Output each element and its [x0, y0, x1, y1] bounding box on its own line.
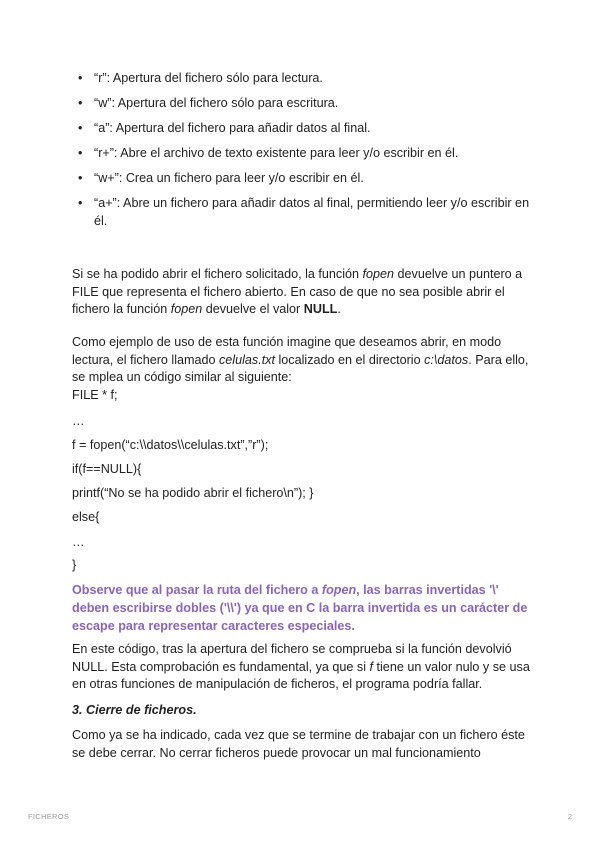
mode-list — [72, 70, 542, 238]
paragraph-null-check: En este código, tras la apertura del fichero se comprueba si la función devolvió NULL. Esta comprobación es fundamental, ya que si f tiene un valor nulo y se usa en otras funciones de manipulación de ficheros, el programa podría fallar. — [72, 642, 530, 691]
list-item — [72, 95, 542, 113]
list-item-text: “w+”: Crea un fichero para leer y/o escribir en él. — [94, 171, 364, 185]
section-heading: 3. Cierre de ficheros. — [72, 703, 197, 717]
list-item — [72, 145, 542, 163]
bullet-icon: • — [78, 196, 83, 210]
list-item-text: “w”: Apertura del fichero sólo para escritura. — [94, 96, 339, 110]
bullet-icon: • — [78, 71, 83, 85]
paragraph-example-intro: Como ejemplo de uso de esta función imagine que deseamos abrir, en modo lectura, el fichero llamado celulas.txt localizado en el directorio c:\datos. Para ello, se mplea un código similar al siguiente: — [72, 335, 529, 384]
code-line: else{ — [72, 510, 100, 524]
list-item-text: “r”: Apertura del fichero sólo para lectura. — [94, 71, 323, 85]
list-item — [72, 70, 542, 88]
page-number: 2 — [567, 812, 572, 821]
code-line: printf(“No se ha podido abrir el fichero\n”); } — [72, 486, 314, 500]
bullet-icon: • — [78, 96, 83, 110]
list-item — [72, 120, 542, 138]
paragraph-close-files: Como ya se ha indicado, cada vez que se termine de trabajar con un fichero éste se debe cerrar. No cerrar ficheros puede provocar un mal funcionamiento — [72, 728, 525, 760]
list-item-text: “r+”: Abre el archivo de texto existente para leer y/o escribir en él. — [94, 146, 459, 160]
list-item — [72, 170, 542, 188]
code-line: … — [72, 535, 85, 549]
bullet-icon: • — [78, 146, 83, 160]
bullet-icon: • — [78, 171, 83, 185]
code-line: FILE * f; — [72, 388, 118, 402]
footer-title: FICHEROS — [28, 812, 70, 821]
paragraph-fopen-return: Si se ha podido abrir el fichero solicitado, la función fopen devuelve un puntero a FILE que representa el fichero abierto. En caso de que no sea posible abrir el fichero la función fopen devuelve el valor NULL. — [72, 267, 523, 316]
code-line: } — [72, 558, 77, 572]
code-line: … — [72, 414, 85, 428]
list-item — [72, 195, 542, 230]
list-item-text: “a”: Apertura del fichero para añadir datos al final. — [94, 121, 371, 135]
code-line: if(f==NULL){ — [72, 462, 142, 476]
list-item-text: “a+”: Abre un fichero para añadir datos al final, permitiendo leer y/o escribir en él. — [94, 196, 530, 228]
bullet-icon: • — [78, 121, 83, 135]
code-line: f = fopen(“c:\\datos\\celulas.txt”,”r”); — [72, 438, 269, 452]
callout-note: Observe que al pasar la ruta del fichero a fopen, las barras invertidas '\' deben escribirse dobles ('\\') ya que en C la barra invertida es un carácter de escape para representar caracteres especiales. — [72, 583, 528, 633]
